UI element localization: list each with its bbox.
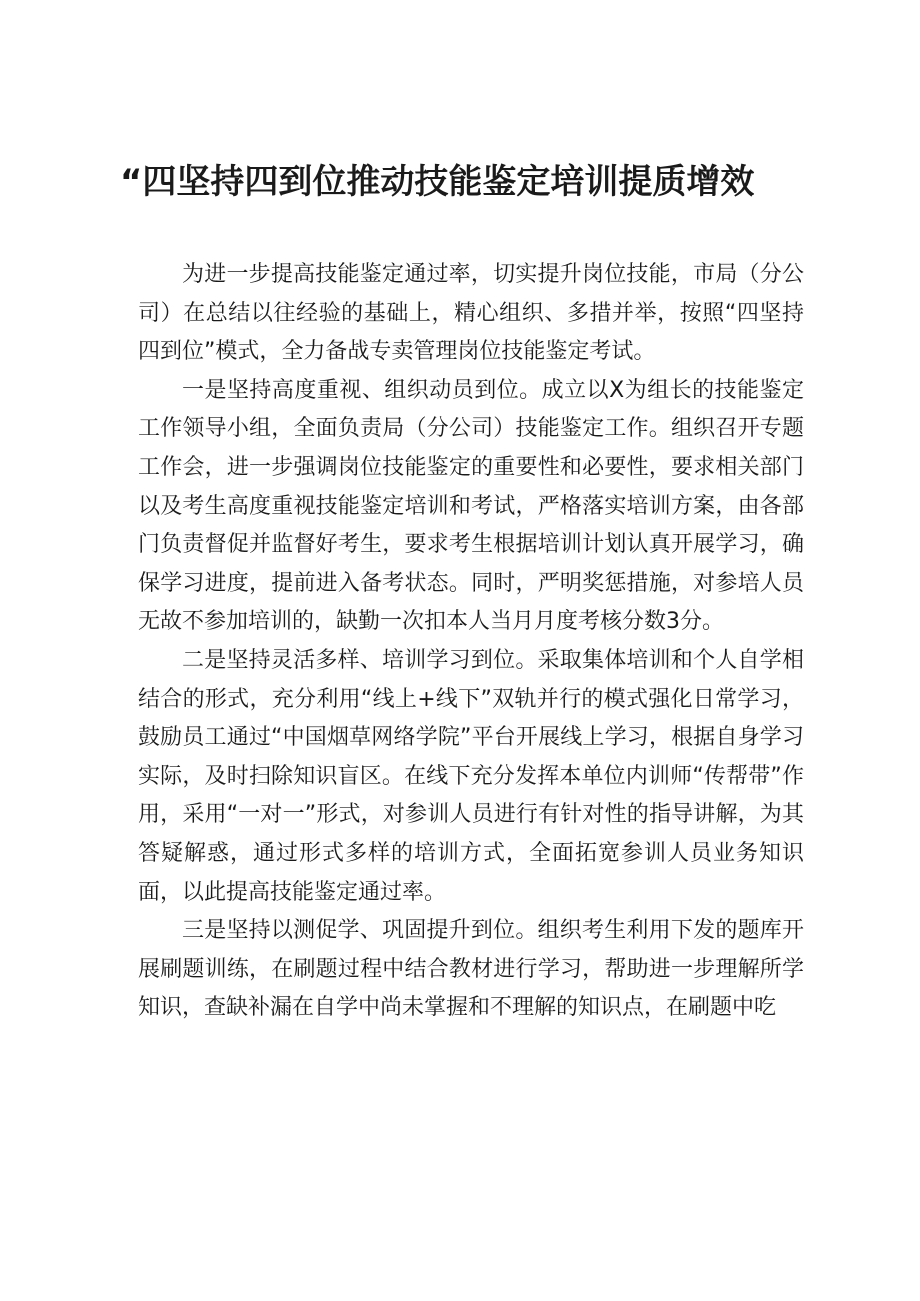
- document-body: [138, 256, 804, 1028]
- paragraph-one: 一是坚持高度重视、组织动员到位。成立以X为组长的技能鉴定工作领导小组，全面负责局（分公司）技能鉴定工作。组织召开专题工作会，进一步强调岗位技能鉴定的重要性和必要性，要求相关部门以及考生高度重视技能鉴定培训和考试，严格落实培训方案，由各部门负责督促并监督好考生，要求考生根据培训计划认真开展学习，确保学习进度，提前进入备考状态。同时，严明奖惩措施，对参培人员无故不参加培训的，缺勤一次扣本人当月月度考核分数3分。: [138, 377, 804, 635]
- paragraph-intro: 为进一步提高技能鉴定通过率，切实提升岗位技能，市局（分公司）在总结以往经验的基础上，精心组织、多措并举，按照“四坚持四到位”模式，全力备战专卖管理岗位技能鉴定考试。: [138, 262, 804, 365]
- paragraph-three: 三是坚持以测促学、巩固提升到位。组织考生利用下发的题库开展刷题训练，在刷题过程中结合教材进行学习，帮助进一步理解所学知识，查缺补漏在自学中尚未掌握和不理解的知识点，在刷题中吃: [138, 918, 804, 1021]
- paragraph-two: 二是坚持灵活多样、培训学习到位。采取集体培训和个人自学相结合的形式，充分利用“线上+线下”双轨并行的模式强化日常学习，鼓励员工通过“中国烟草网络学院”平台开展线上学习，根据自身学习实际，及时扫除知识盲区。在线下充分发挥本单位内训师“传帮带”作用，采用“一对一”形式，对参训人员进行有针对性的指导讲解，为其答疑解惑，通过形式多样的培训方式，全面拓宽参训人员业务知识面，以此提高技能鉴定通过率。: [138, 647, 804, 905]
- document-title: “四坚持四到位推动技能鉴定培训提质增效: [120, 162, 755, 202]
